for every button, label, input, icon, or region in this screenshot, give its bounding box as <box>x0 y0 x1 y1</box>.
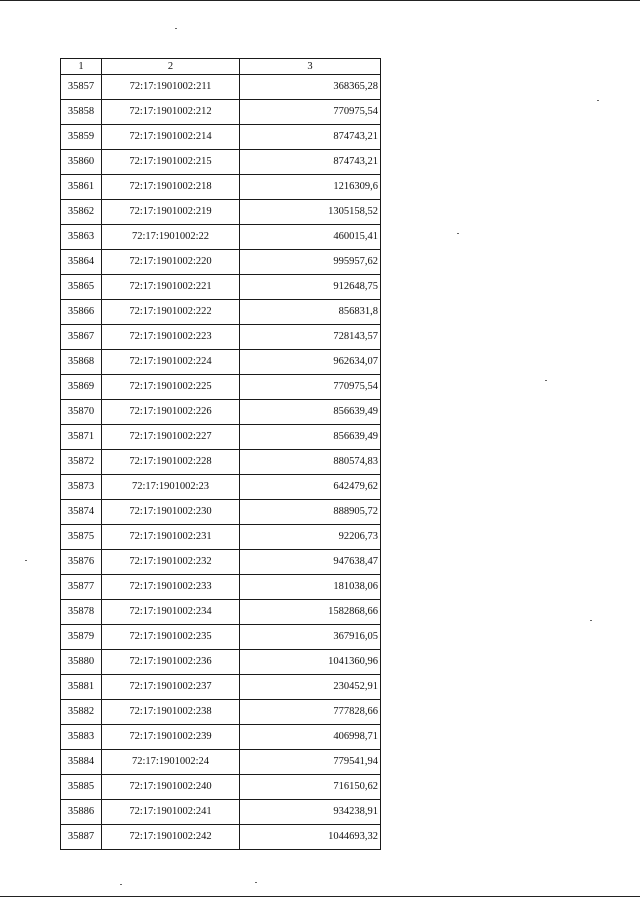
table-body <box>61 75 381 850</box>
cadastral-number-cell: 72:17:1901002:214 <box>102 125 240 150</box>
top-border-line <box>0 0 640 1</box>
row-number-cell: 35877 <box>61 575 102 600</box>
cadastral-number-cell: 72:17:1901002:227 <box>102 425 240 450</box>
cadastral-value-cell: 874743,21 <box>240 150 381 175</box>
cadastral-value-cell: 181038,06 <box>240 575 381 600</box>
cadastral-number-cell: 72:17:1901002:23 <box>102 475 240 500</box>
scan-speck <box>545 380 547 381</box>
cadastral-value-cell: 770975,54 <box>240 100 381 125</box>
row-number-cell: 35868 <box>61 350 102 375</box>
cadastral-number-cell: 72:17:1901002:221 <box>102 275 240 300</box>
table-row <box>61 650 381 675</box>
cadastral-value-cell: 92206,73 <box>240 525 381 550</box>
cadastral-value-cell: 856639,49 <box>240 425 381 450</box>
column-header-3: 3 <box>240 59 381 75</box>
cadastral-number-cell: 72:17:1901002:223 <box>102 325 240 350</box>
row-number-cell: 35864 <box>61 250 102 275</box>
cadastral-value-cell: 716150,62 <box>240 775 381 800</box>
row-number-cell: 35880 <box>61 650 102 675</box>
cadastral-value-cell: 230452,91 <box>240 675 381 700</box>
cadastral-value-cell: 779541,94 <box>240 750 381 775</box>
table-row <box>61 150 381 175</box>
row-number-cell: 35876 <box>61 550 102 575</box>
cadastral-number-cell: 72:17:1901002:228 <box>102 450 240 475</box>
cadastral-number-cell: 72:17:1901002:235 <box>102 625 240 650</box>
table-row <box>61 250 381 275</box>
cadastral-number-cell: 72:17:1901002:220 <box>102 250 240 275</box>
table-row <box>61 775 381 800</box>
cadastral-number-cell: 72:17:1901002:215 <box>102 150 240 175</box>
cadastral-number-cell: 72:17:1901002:226 <box>102 400 240 425</box>
table-row <box>61 325 381 350</box>
cadastral-value-cell: 1041360,96 <box>240 650 381 675</box>
row-number-cell: 35862 <box>61 200 102 225</box>
cadastral-value-cell: 1044693,32 <box>240 825 381 850</box>
table-row <box>61 350 381 375</box>
cadastral-value-cell: 856831,8 <box>240 300 381 325</box>
row-number-cell: 35881 <box>61 675 102 700</box>
cadastral-value-cell: 880574,83 <box>240 450 381 475</box>
cadastral-value-cell: 1582868,66 <box>240 600 381 625</box>
scan-speck <box>597 100 599 101</box>
row-number-cell: 35873 <box>61 475 102 500</box>
table-row <box>61 400 381 425</box>
cadastral-number-cell: 72:17:1901002:238 <box>102 700 240 725</box>
row-number-cell: 35867 <box>61 325 102 350</box>
cadastral-value-table <box>60 58 381 850</box>
table-row <box>61 300 381 325</box>
header-row <box>61 59 381 75</box>
row-number-cell: 35887 <box>61 825 102 850</box>
cadastral-value-cell: 406998,71 <box>240 725 381 750</box>
bottom-border-line <box>0 896 640 897</box>
table-row <box>61 675 381 700</box>
row-number-cell: 35879 <box>61 625 102 650</box>
cadastral-value-cell: 1216309,6 <box>240 175 381 200</box>
cadastral-value-cell: 777828,66 <box>240 700 381 725</box>
table-row <box>61 375 381 400</box>
cadastral-number-cell: 72:17:1901002:236 <box>102 650 240 675</box>
row-number-cell: 35866 <box>61 300 102 325</box>
table-row <box>61 100 381 125</box>
scan-speck <box>25 560 27 561</box>
cadastral-number-cell: 72:17:1901002:240 <box>102 775 240 800</box>
cadastral-value-cell: 642479,62 <box>240 475 381 500</box>
table-row <box>61 750 381 775</box>
scan-speck <box>590 620 592 621</box>
scan-speck <box>457 233 459 234</box>
cadastral-number-cell: 72:17:1901002:241 <box>102 800 240 825</box>
cadastral-number-cell: 72:17:1901002:225 <box>102 375 240 400</box>
row-number-cell: 35886 <box>61 800 102 825</box>
cadastral-number-cell: 72:17:1901002:219 <box>102 200 240 225</box>
cadastral-value-cell: 962634,07 <box>240 350 381 375</box>
cadastral-number-cell: 72:17:1901002:218 <box>102 175 240 200</box>
cadastral-value-cell: 728143,57 <box>240 325 381 350</box>
cadastral-number-cell: 72:17:1901002:242 <box>102 825 240 850</box>
cadastral-number-cell: 72:17:1901002:224 <box>102 350 240 375</box>
row-number-cell: 35858 <box>61 100 102 125</box>
row-number-cell: 35865 <box>61 275 102 300</box>
cadastral-number-cell: 72:17:1901002:232 <box>102 550 240 575</box>
cadastral-value-cell: 888905,72 <box>240 500 381 525</box>
row-number-cell: 35883 <box>61 725 102 750</box>
cadastral-number-cell: 72:17:1901002:24 <box>102 750 240 775</box>
table-header <box>61 59 381 75</box>
row-number-cell: 35870 <box>61 400 102 425</box>
table-row <box>61 425 381 450</box>
cadastral-value-cell: 367916,05 <box>240 625 381 650</box>
cadastral-number-cell: 72:17:1901002:212 <box>102 100 240 125</box>
table-row <box>61 125 381 150</box>
table-row <box>61 500 381 525</box>
table-row <box>61 175 381 200</box>
table-row <box>61 700 381 725</box>
cadastral-number-cell: 72:17:1901002:231 <box>102 525 240 550</box>
row-number-cell: 35859 <box>61 125 102 150</box>
table-row <box>61 800 381 825</box>
cadastral-value-cell: 770975,54 <box>240 375 381 400</box>
cadastral-value-cell: 995957,62 <box>240 250 381 275</box>
cadastral-number-cell: 72:17:1901002:239 <box>102 725 240 750</box>
row-number-cell: 35885 <box>61 775 102 800</box>
cadastral-value-cell: 368365,28 <box>240 75 381 100</box>
row-number-cell: 35869 <box>61 375 102 400</box>
cadastral-value-cell: 934238,91 <box>240 800 381 825</box>
cadastral-value-cell: 947638,47 <box>240 550 381 575</box>
row-number-cell: 35872 <box>61 450 102 475</box>
row-number-cell: 35884 <box>61 750 102 775</box>
column-header-2: 2 <box>102 59 240 75</box>
cadastral-number-cell: 72:17:1901002:233 <box>102 575 240 600</box>
table-row <box>61 525 381 550</box>
table-row <box>61 475 381 500</box>
table-row <box>61 200 381 225</box>
cadastral-value-cell: 856639,49 <box>240 400 381 425</box>
scan-speck <box>175 28 177 29</box>
row-number-cell: 35874 <box>61 500 102 525</box>
table-row <box>61 825 381 850</box>
cadastral-number-cell: 72:17:1901002:222 <box>102 300 240 325</box>
cadastral-value-cell: 460015,41 <box>240 225 381 250</box>
table-row <box>61 625 381 650</box>
table-row <box>61 725 381 750</box>
cadastral-number-cell: 72:17:1901002:22 <box>102 225 240 250</box>
cadastral-number-cell: 72:17:1901002:237 <box>102 675 240 700</box>
row-number-cell: 35861 <box>61 175 102 200</box>
row-number-cell: 35871 <box>61 425 102 450</box>
cadastral-value-cell: 1305158,52 <box>240 200 381 225</box>
cadastral-number-cell: 72:17:1901002:211 <box>102 75 240 100</box>
row-number-cell: 35882 <box>61 700 102 725</box>
row-number-cell: 35863 <box>61 225 102 250</box>
table-row <box>61 75 381 100</box>
scan-speck <box>255 882 257 883</box>
row-number-cell: 35878 <box>61 600 102 625</box>
cadastral-value-cell: 912648,75 <box>240 275 381 300</box>
table-row <box>61 450 381 475</box>
row-number-cell: 35857 <box>61 75 102 100</box>
cadastral-number-cell: 72:17:1901002:234 <box>102 600 240 625</box>
cadastral-number-cell: 72:17:1901002:230 <box>102 500 240 525</box>
table-row <box>61 275 381 300</box>
table-row <box>61 600 381 625</box>
table-row <box>61 550 381 575</box>
column-header-1: 1 <box>61 59 102 75</box>
row-number-cell: 35875 <box>61 525 102 550</box>
table-row <box>61 575 381 600</box>
scan-speck <box>120 884 122 885</box>
table-row <box>61 225 381 250</box>
cadastral-value-cell: 874743,21 <box>240 125 381 150</box>
row-number-cell: 35860 <box>61 150 102 175</box>
